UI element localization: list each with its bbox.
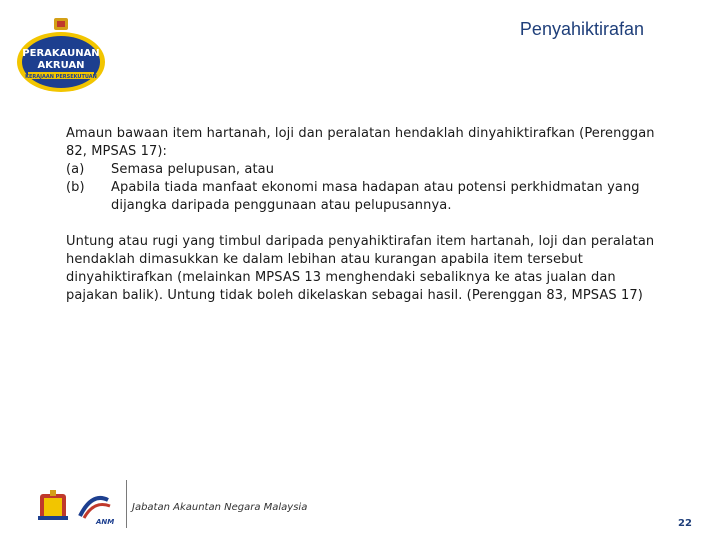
slide-body <box>66 125 656 305</box>
footer-organization: Jabatan Akauntan Negara Malaysia <box>132 502 308 513</box>
list-item <box>66 179 656 215</box>
second-paragraph: Untung atau rugi yang timbul daripada penyahiktirafan item hartanah, loji dan peralatan hendaklah dimasukkan ke dalam lebihan atau kurangan apabila item tersebut dinyahiktirafkan (melainkan MPSAS 13 menghendaki sebaliknya ke atas jualan dan pajakan balik). Untung tidak boleh dikelaskan sebagai hasil. (Perenggan 83, MPSAS 17) <box>66 234 655 303</box>
anm-logo-text: ANM <box>96 518 115 526</box>
page-number: 22 <box>678 518 692 529</box>
anm-logo-icon <box>80 498 114 526</box>
list-item-text: Apabila tiada manfaat ekonomi masa hadapan atau potensi perkhidmatan yang dijangka daripada penggunaan atau pelupusannya. <box>111 180 640 213</box>
logo-line3: KERAJAAN PERSEKUTUAN <box>25 74 97 80</box>
logo-line1: PERAKAUNAN <box>22 48 100 59</box>
intro-paragraph: Amaun bawaan item hartanah, loji dan peralatan hendaklah dinyahiktirafkan (Perenggan 82, MPSAS 17): <box>66 126 655 159</box>
page-title: Penyahiktirafan <box>519 19 644 39</box>
crest-icon <box>54 18 68 30</box>
coat-of-arms-icon <box>38 490 68 520</box>
list-item-label: (a) <box>66 162 85 177</box>
footer-logos <box>36 486 116 526</box>
footer-divider <box>126 480 127 528</box>
list-item-label: (b) <box>66 180 85 195</box>
perakaunan-akruan-logo <box>14 16 108 96</box>
list-item <box>66 161 656 179</box>
list-item-text: Semasa pelupusan, atau <box>111 162 275 177</box>
logo-line2: AKRUAN <box>37 60 85 71</box>
